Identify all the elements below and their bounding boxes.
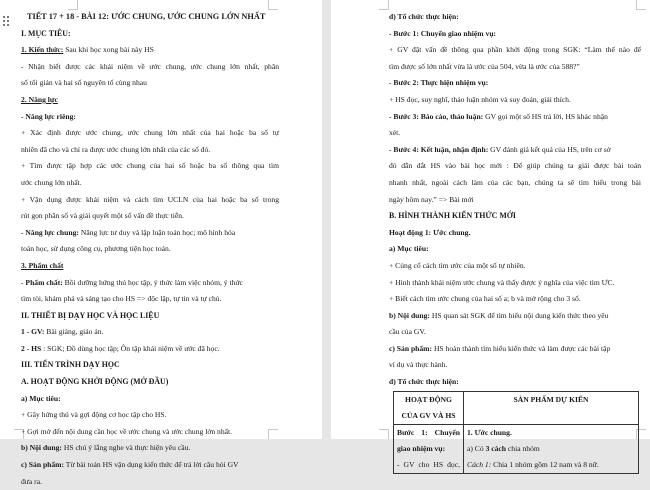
paragraph-line: + GV đặt vấn đề thông qua phần khởi động trong SGK: “Làm thế nào để [389, 45, 641, 55]
subheading: a) Mục tiêu: [21, 393, 61, 403]
section-heading: B. HÌNH THÀNH KIẾN THỨC MỚI [389, 211, 516, 221]
crop-mark [379, 429, 389, 439]
paragraph: 1 - GV: Bài giảng, giáo án. [21, 327, 104, 337]
table-header-cell: HOẠT ĐỘNG CỦA GV VÀ HS [394, 391, 464, 424]
paragraph-line: số tối giản và hai số nguyên tố cùng nhau [21, 78, 147, 88]
paragraph-line: + Xác định được ước chung, ước chung lớn nhất của hai hoặc ba số tự [21, 128, 279, 138]
paragraph: b) Nội dung: HS chú ý lắng nghe và thực hiện yêu cầu. [21, 443, 191, 453]
paragraph: - Phẩm chất: Bồi dưỡng hứng thú học tập, ý thức làm việc nhóm, ý thức [21, 277, 243, 287]
paragraph-line: toán học, sử dụng công cụ, phương tiện học toán. [21, 244, 171, 254]
paragraph-line: + HS đọc, suy nghĩ, thảo luận nhóm và suy đoán, giải thích. [389, 94, 571, 104]
section-heading: I. MỤC TIÊU: [21, 28, 71, 38]
paragraph-line: - Nhận biết được các khái niệm về ước chung, ước chung lớn nhất, phân [21, 61, 279, 71]
subheading: - Bước 2: Thực hiện nhiệm vụ: [389, 78, 489, 88]
subheading: - Bước 1: Chuyển giao nhiệm vụ: [389, 28, 497, 38]
subheading: 3. Phẩm chất [21, 260, 64, 270]
section-heading: A. HOẠT ĐỘNG KHỞI ĐỘNG (MỞ ĐẦU) [21, 377, 169, 387]
paragraph-line: cầu của GV. [389, 327, 426, 337]
paragraph: b) Nội dung: HS quan sát SGK để tìm hiểu nội dung kiến thức theo yêu [389, 310, 609, 320]
subheading: 2. Năng lực [21, 94, 58, 104]
paragraph: - Năng lực chung: Năng lực tư duy và lập luận toán học; mô hình hóa [21, 227, 236, 237]
paragraph: - Bước 4: Kết luận, nhận định: GV đánh giá kết quả của HS, trên cơ sở [389, 144, 611, 154]
paragraph-line: xét. [389, 128, 401, 138]
paragraph-line: nhiên đã cho và chỉ ra được ước chung lớn nhất của các số đó. [21, 144, 211, 154]
paragraph-line: + Gây hứng thú và gợi động cơ học tập cho HS. [21, 410, 167, 420]
paragraph-line: ước chung lớn nhất. [21, 177, 82, 187]
paragraph-line: + Gợi mở đến nội dung cần học về ước chung và ước chung lớn nhất. [21, 426, 232, 436]
section-heading: III. TIẾN TRÌNH DẠY HỌC [21, 360, 120, 370]
document-page-1 [0, 0, 322, 486]
page-2-content [389, 9, 641, 474]
paragraph-line: tìm tòi, khám phá và sáng tạo cho HS => độc lập, tự tin và tự chủ. [21, 294, 222, 304]
table-header-cell: SẢN PHẨM DỰ KIẾN [464, 391, 639, 424]
page-1-content [21, 9, 279, 490]
paragraph-line: + Hình thành khái niệm ước chung và thấy được ý nghĩa của việc tìm ƯC. [389, 277, 615, 287]
paragraph-line: + Vận dụng được khái niệm và cách tìm UCLN của hai hoặc ba số trong [21, 194, 279, 204]
paragraph: 2 - HS : SGK; Đồ dùng học tập; Ôn tập khái niệm về ước đã học. [21, 343, 220, 353]
paragraph: c) Sản phẩm: HS hoàn thành tìm hiểu kiến thức và làm được các bài tập [389, 343, 611, 353]
paragraph: - Bước 3: Báo cáo, thảo luận: GV gọi một số HS trả lời, HS khác nhận [389, 111, 608, 121]
table-cell: Bước 1: Chuyển giao nhiệm vụ: - GV cho HS đọc, [394, 424, 464, 473]
paragraph-line: ngày hôm nay.” => Bài mới [389, 194, 474, 204]
paragraph-line: tìm được số lớn nhất vừa là ước của 504, vừa là ước của 588?” [389, 61, 580, 71]
subheading: a) Mục tiêu: [389, 244, 429, 254]
table-cell: 1. Ước chung. a) Có 3 cách chia nhóm Cách 1: Chia 1 nhóm gồm 12 nam và 8 nữ. [464, 424, 639, 473]
paragraph-line: nhanh nhất, ngoài cách làm của các bạn, chúng ta sẽ tìm hiểu trong bài [389, 177, 641, 187]
document-page-2 [331, 0, 650, 469]
paragraph-line: + Biết cách tìm ước chung của hai số a; b và mở rộng cho 3 số. [389, 294, 581, 304]
table-header-row [394, 391, 639, 424]
section-heading: II. THIẾT BỊ DẠY HỌC VÀ HỌC LIỆU [21, 310, 160, 320]
paragraph: c) Sản phẩm: Từ bài toán HS vận dụng kiến thức để trả lời câu hỏi GV [21, 460, 239, 470]
subheading: d) Tổ chức thực hiện: [389, 12, 459, 21]
lesson-title: TIẾT 17 + 18 - BÀI 12: ƯỚC CHUNG, ƯỚC CHUNG LỚN NHẤT [27, 12, 266, 21]
table-row [394, 424, 639, 473]
paragraph-line: + Tìm được tập hợp các ước chung của hai số hoặc ba số thông qua tìm [21, 161, 279, 171]
paragraph: 1. Kiến thức: Sau khi học xong bài này HS [21, 45, 154, 55]
drag-handle-icon[interactable] [3, 16, 10, 26]
subheading: - Năng lực riêng: [21, 111, 76, 121]
subheading: Hoạt động 1: Ước chung. [389, 227, 471, 237]
paragraph-line: ví dụ và thực hành. [389, 360, 448, 370]
subheading: d) Tổ chức thực hiện: [389, 377, 459, 387]
activity-table [393, 391, 639, 474]
paragraph-line: đó dẫn dắt HS vào bài học mới : Để giúp chúng ta giải được bài toán [389, 161, 641, 171]
paragraph-line: + Củng cố cách tìm ước của một số tự nhiên. [389, 260, 526, 270]
crop-mark [379, 0, 389, 10]
paragraph-line: đưa ra. [21, 476, 42, 486]
paragraph-line: rút gọn phân số và giải quyết một số vấn đề thực tiễn. [21, 211, 184, 221]
